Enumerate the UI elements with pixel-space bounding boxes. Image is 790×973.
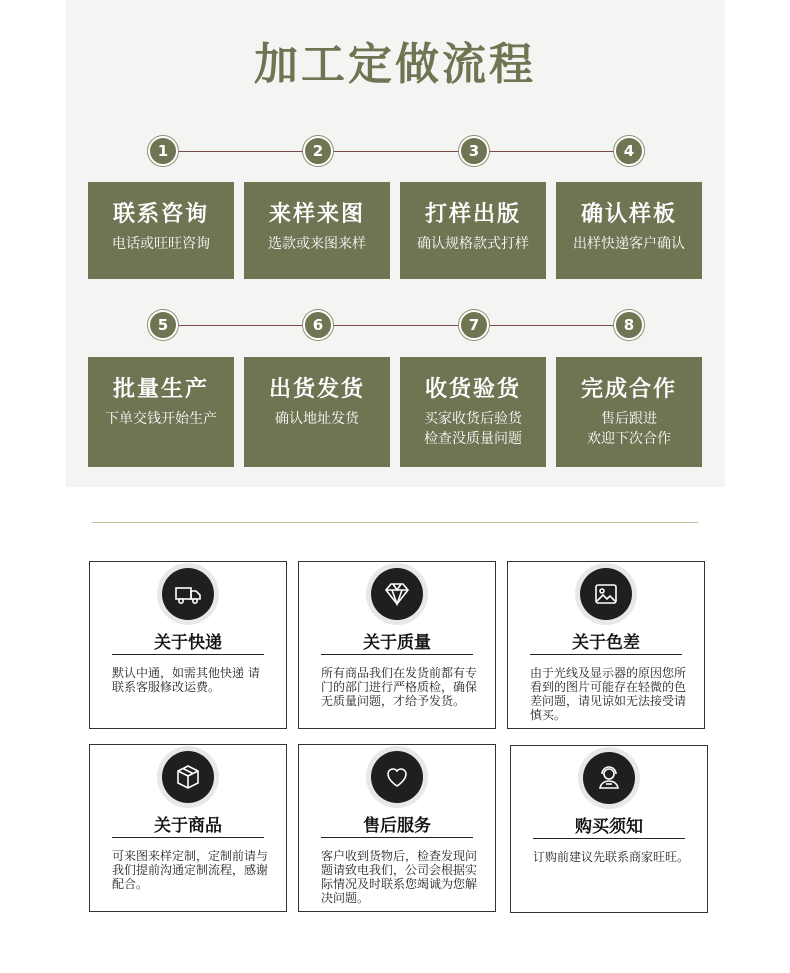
info-card-product — [89, 744, 287, 912]
step-card-4 — [556, 182, 702, 279]
step-title: 联系咨询 — [112, 202, 209, 227]
card-body: 所有商品我们在发货前都有专门的部门进行严格质检，确保无质量问题，才给予发货。 — [321, 666, 478, 708]
step-connector — [163, 325, 629, 326]
step-number-3: 3 — [459, 136, 489, 166]
step-number-6: 6 — [303, 310, 333, 340]
step-title: 批量生产 — [112, 377, 209, 402]
info-card-notice — [510, 745, 708, 913]
step-number-1: 1 — [148, 136, 178, 166]
box-icon — [162, 751, 214, 803]
image-icon — [580, 568, 632, 620]
step-number-5: 5 — [148, 310, 178, 340]
step-card-7 — [400, 357, 546, 467]
step-desc: 出样快递客户确认 — [573, 236, 685, 252]
page-title: 加工定做流程 — [254, 39, 536, 90]
card-title: 关于快递 — [154, 633, 222, 653]
diamond-icon — [371, 568, 423, 620]
step-number-7: 7 — [459, 310, 489, 340]
card-body: 可来图来样定制，定制前请与我们提前沟通定制流程，感谢配合。 — [112, 849, 269, 891]
card-body: 由于光线及显示器的原因您所看到的图片可能存在轻微的色差问题，请见谅如无法接受请慎买。 — [530, 666, 687, 722]
step-number-2: 2 — [303, 136, 333, 166]
step-connector — [163, 151, 629, 152]
step-card-3 — [400, 182, 546, 279]
step-card-8 — [556, 357, 702, 467]
step-title: 来样来图 — [268, 202, 365, 227]
step-title: 完成合作 — [580, 377, 677, 402]
card-rule — [112, 837, 264, 838]
step-desc: 确认地址发货 — [275, 411, 359, 427]
heart-icon — [371, 751, 423, 803]
info-card-color — [507, 561, 705, 729]
step-card-1 — [88, 182, 234, 279]
card-rule — [321, 654, 473, 655]
step-desc: 检查没质量问题 — [424, 431, 522, 447]
step-title: 收货验货 — [424, 377, 521, 402]
step-title: 打样出版 — [424, 202, 521, 227]
truck-icon — [162, 568, 214, 620]
card-rule — [112, 654, 264, 655]
info-card-quality — [298, 561, 496, 729]
card-title: 关于商品 — [154, 816, 222, 836]
step-card-2 — [244, 182, 390, 279]
step-card-5 — [88, 357, 234, 467]
section-divider — [92, 522, 698, 523]
card-body: 客户收到货物后，检查发现问题请致电我们，公司会根据实际情况及时联系您竭诚为您解决问题。 — [321, 849, 478, 905]
card-rule — [321, 837, 473, 838]
card-title: 关于色差 — [572, 633, 640, 653]
step-desc: 买家收货后验货 — [424, 411, 522, 427]
agent-icon — [583, 752, 635, 804]
card-body: 订购前建议先联系商家旺旺。 — [533, 850, 690, 864]
step-desc: 下单交钱开始生产 — [105, 411, 217, 427]
step-title: 出货发货 — [268, 377, 365, 402]
step-title: 确认样板 — [580, 202, 677, 227]
step-desc: 售后跟进 — [601, 411, 657, 427]
card-title: 关于质量 — [363, 633, 431, 653]
step-number-8: 8 — [614, 310, 644, 340]
card-title: 售后服务 — [363, 816, 431, 836]
step-desc: 选款或来图来样 — [268, 236, 366, 252]
step-desc: 电话或旺旺咨询 — [112, 236, 210, 252]
step-desc: 欢迎下次合作 — [587, 431, 671, 447]
step-desc: 确认规格款式打样 — [417, 236, 529, 252]
card-rule — [530, 654, 682, 655]
card-body: 默认中通，如需其他快递 请联系客服修改运费。 — [112, 666, 260, 694]
step-number-4: 4 — [614, 136, 644, 166]
info-card-shipping — [89, 561, 287, 729]
info-card-after-sales — [298, 744, 496, 912]
card-title: 购买须知 — [575, 817, 643, 837]
step-card-6 — [244, 357, 390, 467]
card-rule — [533, 838, 685, 839]
